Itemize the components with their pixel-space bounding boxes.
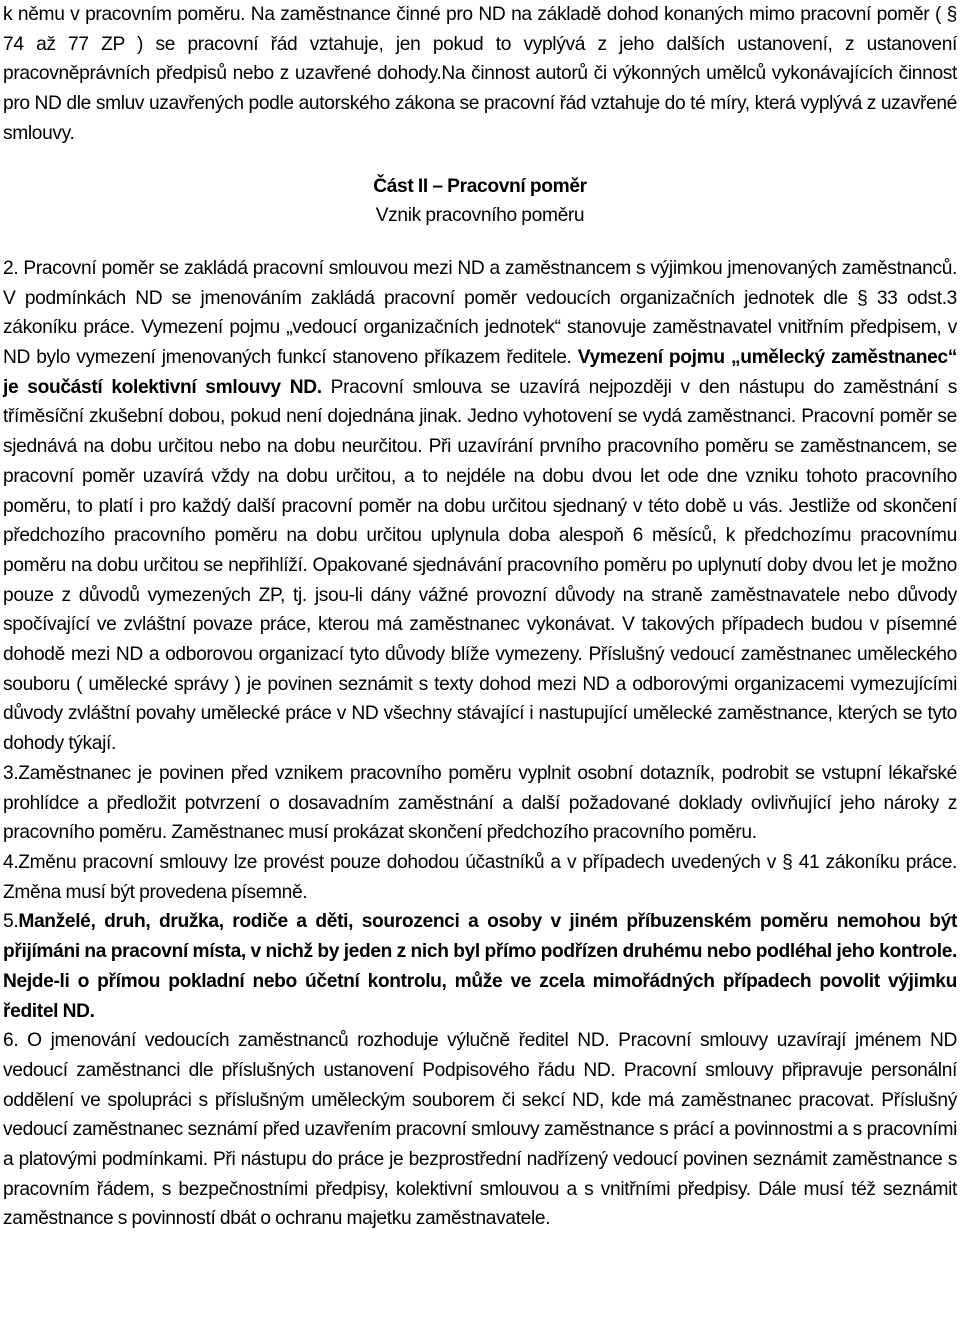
paragraph-2-text-a: 2. Pracovní poměr se zakládá pracovní smlouvou mezi ND a zaměstnancem s výjimkou jmenovaných zaměstnanců. V podmínkách ND se jmenováním zakládá pracovní poměr vedoucích organizačních jednotek dle § 33 odst.3 zákoníku práce. Vymezení pojmu „vedoucí organizačních jednotek“ stanovuje zaměstnavatel vnitřním předpisem, v ND bylo vymezení jmenovaných funkcí stanoveno příkazem ředitele. <box>3 257 957 369</box>
paragraph-2-bold: Vymezení pojmu „umělecký zaměstnanec“ je součástí kolektivní smlouvy ND. <box>3 347 957 398</box>
section-subtitle: Vznik pracovního poměru <box>375 205 585 227</box>
spacer <box>3 231 957 254</box>
paragraph-4: 4.Změnu pracovní smlouvy lze provést pouze dohodou účastníků a v případech uvedených v § 41 zákoníku práce. Změna musí být provedena písemně. <box>3 851 957 903</box>
paragraph-6: 6. O jmenování vedoucích zaměstnanců rozhoduje výlučně ředitel ND. Pracovní smlouvy uzavírají jménem ND vedoucí zaměstnanci dle příslušných ustanovení Podpisového řádu ND. Pracovní smlouvy připravuje personální oddělení ve spolupráci s příslušným uměleckým souborem či sekcí ND, kde má zaměstnanec pracovat. Příslušný vedoucí zaměstnanec seznámí před uzavřením pracovní smlouvy zaměstnance s prácí a povinnostmi a s pracovními a platovými podmínkami. Při nástupu do práce je bezprostřední nadřízený vedoucí povinen seznámit zaměstnance s pracovním řádem, s bezpečnostními předpisy, kolektivní smlouvou a s vnitřními předpisy. Dále musí též seznámit zaměstnance s povinností dbát o ochranu majetku zaměstnavatele. <box>3 1030 957 1230</box>
spacer <box>3 149 957 172</box>
paragraph-5-number: 5. <box>3 911 19 933</box>
section-title: Část II – Pracovní poměr <box>373 175 587 197</box>
intro-sentence-1: k němu v pracovním poměru. <box>3 4 246 25</box>
paragraph-2 <box>3 254 957 759</box>
paragraph-3: 3.Zaměstnanec je povinen před vznikem pracovního poměru vyplnit osobní dotazník, podrobit se vstupní lékařské prohlídce a předložit potvrzení o dosavadním zaměstnání a další požadované doklady ovlivňující jeho nároky z pracovního poměru. Zaměstnanec musí prokázat skončení předchozího pracovního poměru. <box>3 762 957 844</box>
paragraph-2-text-b: Pracovní smlouva se uzavírá nejpozději v den nástupu do zaměstnání s tříměsíční zkušební dobou, pokud není dojednána jinak. Jedno vyhotovení se vydá zaměstnanci. Pracovní poměr se sjednává na dobu určitou nebo na dobu neurčitou. Při uzavírání prvního pracovního poměru se zaměstnancem, se pracovní poměr uzavírá vždy na dobu určitou, a to nejdéle na dobu dvou let ode dne vzniku tohoto pracovního poměru, to platí i pro každý další pracovní poměr na dobu určitou sjednaný v této době u vás. Jestliže od skončení předchozího pracovního poměru na dobu určitou uplynula doba alespoň 6 měsíců, k předchozímu pracovnímu poměru na dobu určitou se nepřihlíží. Opakované sjednávání pracovního poměru po uplynutí doby dvou let je možno pouze z důvodů vymezených ZP, tj. jsou-li dány vážné provozní důvody na straně zaměstnavatele nebo důvody spočívající ve zvláštní povaze práce, kterou má zaměstnanec vykonávat. V takových případech budou v písemné dohodě mezi ND a odborovou organizací tyto důvody blíže vymezeny. Příslušný vedoucí zaměstnanec uměleckého souboru ( umělecké správy ) je povinen seznámit s texty dohod mezi ND a odborovými organizacemi vymezujícími důvody zvláštní povahy umělecké práce v ND všechny stávající i nastupující umělecké zaměstnance, kterých se tyto dohody týkají. <box>3 376 957 755</box>
intro-paragraph <box>3 0 957 149</box>
intro-sentence-3: Na činnost autorů či výkonných umělců vykonávajících činnost pro ND dle smluv uzavřených podle autorského zákona se pracovní řád vztahuje do té míry, která vyplývá z uzavřené smlouvy. <box>3 63 957 144</box>
paragraph-5-bold: Manželé, druh, družka, rodiče a děti, sourozenci a osoby v jiném příbuzenském poměru nemohou být přijímáni na pracovní místa, v nichž by jeden z nich byl přímo podřízen druhému nebo podléhal jeho kontrole. Nejde-li o přímou pokladní nebo účetní kontrolu, může ve zcela mimořádných případech povolit výjimku ředitel ND. <box>3 911 957 1022</box>
intro-sentence-2: Na zaměstnance činné pro ND na základě dohod konaných mimo pracovní poměr ( § 74 až 77 ZP ) se pracovní řád vztahuje, jen pokud to vyplývá z jeho dalších ustanovení, z ustanovení pracovněprávních předpisů nebo z uzavřené dohody. <box>3 4 957 85</box>
paragraph-5 <box>3 907 957 1026</box>
